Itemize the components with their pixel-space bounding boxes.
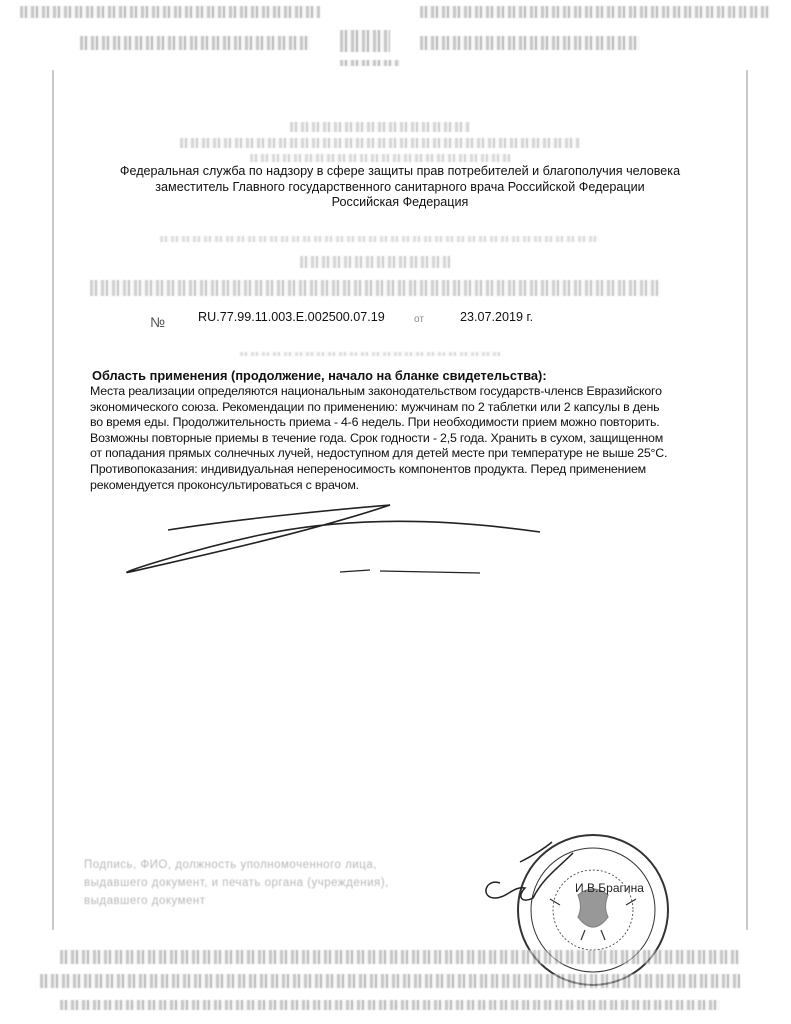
issuing-authority-line-1: Федеральная служба по надзору в сфере защиты прав потребителей и благополучия человека [119,164,681,178]
issuing-authority-line-3: Российская Федерация [331,195,469,209]
certificate-date: 23.07.2019 г. [460,310,534,324]
scope-text: Места реализации определяются национальным законодательством государств-членсв Евразийского экономического союза. Рекомендации по применению: мужчинам по 2 таблетки или 2 капсулы в день во время еды. Продолжительность приема - 4-6 недель. При необходимости прием можно повторить. Возможны повторные приемы в течение года. Срок годности - 2,5 года. Хранить в сухом, защищенном от попадания прямых солнечных лучей, недоступном для детей месте при температуре не выше 25°С. Противопоказания: индивидуальная непереносимость компонентов продукта. Перед применением рекомендуется проконсультироваться с врачом. [90,384,668,492]
signature-caption: Подпись, ФИО, должность уполномоченного лица, выдавшего документ, и печать органа (учреждения), выдавшего документ [84,859,389,907]
certificate-number: RU.77.99.11.003.Е.002500.07.19 [198,310,385,324]
scope-title: Область применения (продолжение, начало на бланке свидетельства): [92,368,547,383]
number-sign: № [150,314,166,330]
signer-name: И.В.Брагина [575,881,644,895]
issuing-authority-line-2: заместитель Главного государственного санитарного врача Российской Федерации [155,179,645,194]
from-word: от [414,314,424,325]
signature-main [127,505,540,573]
scan-noise-bottom [0,940,791,1024]
